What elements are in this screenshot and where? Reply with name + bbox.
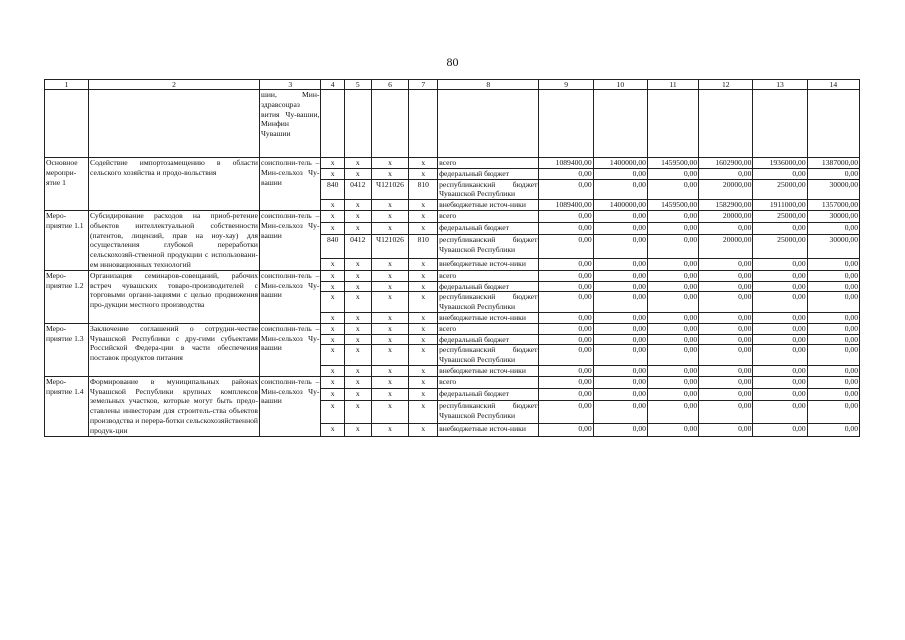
funding-source-cell: всего [438,158,539,169]
budget-code-cell: x [409,334,438,345]
header-row [45,80,860,90]
amount-cell: 1089400,00 [539,158,593,169]
amount-cell: 0,00 [753,323,807,334]
budget-code-cell: Ч121026 [371,179,409,200]
header-cell: 10 [593,80,647,90]
budget-code-cell: x [344,281,371,292]
amount-cell: 0,00 [753,365,807,376]
header-cell: 11 [647,80,698,90]
amount-cell: 0,00 [753,281,807,292]
budget-code-cell: x [371,388,409,400]
amount-cell: 0,00 [699,345,753,366]
budget-code-cell: x [409,401,438,424]
amount-cell: 0,00 [807,323,859,334]
budget-code-cell: x [344,323,371,334]
amount-cell: 1387000,00 [807,158,859,169]
amount-cell: 0,00 [699,270,753,281]
budget-code-cell: x [321,334,345,345]
header-cell: 8 [438,80,539,90]
amount-cell: 0,00 [753,223,807,235]
amount-cell: 1089400,00 [539,200,593,211]
amount-cell: 0,00 [807,292,859,313]
table-row [45,376,860,388]
budget-code-cell: 0412 [344,235,371,258]
amount-cell: 0,00 [647,223,698,235]
executor-cell: соисполни-тель – Мин-сельхоз Чу-вашии [260,158,321,211]
activity-description-cell: Содействие импортозамещению в области сельского хозяйства и продо-вольствия [89,158,260,211]
amount-cell: 0,00 [593,401,647,424]
budget-code-cell: x [344,168,371,179]
amount-cell: 0,00 [647,168,698,179]
budget-code-cell: x [344,270,371,281]
amount-cell: 25000,00 [753,235,807,258]
budget-code-cell: x [321,223,345,235]
activity-description-cell: Формирование в муниципальных районах Чувашской Республики крупных комплексов земельных участков, которые могут быть предо-ставлены инвесторам для строитель-ства объектов производства и перера-ботки сельскохозяйственной продук-ции [90,376,258,435]
activity-description-cell: Субсидирование расходов на приоб-ретение объектов интеллектуальной собственности (патентов, лицензий, прав на ноу-хау) для осуществления глубокой переработки сельскохозяй-ственной продукции с использовани-ем инновационных технологий [90,210,258,269]
header-cell: 14 [807,80,859,90]
amount-cell: 0,00 [807,424,859,436]
budget-code-cell: x [409,345,438,366]
funding-source-cell: федеральный бюджет [438,168,539,179]
amount-cell: 0,00 [647,424,698,436]
budget-code-cell: x [321,210,345,222]
budget-code-cell: x [371,345,409,366]
amount-cell: 0,00 [593,235,647,258]
amount-cell: 0,00 [807,168,859,179]
budget-code-cell: 810 [409,235,438,258]
amount-cell: 0,00 [593,223,647,235]
budget-code-cell: x [344,210,371,222]
budget-code-cell: x [409,281,438,292]
amount-cell: 0,00 [647,365,698,376]
budget-code-cell: Ч121026 [371,235,409,258]
budget-code-cell: x [409,365,438,376]
budget-code-cell: x [371,365,409,376]
funding-table [44,79,860,437]
amount-cell: 0,00 [699,312,753,323]
amount-cell: 0,00 [753,270,807,281]
funding-source-cell: всего [438,210,539,222]
budget-code-cell: x [409,312,438,323]
funding-source-cell: республиканский бюджет Чувашской Республики [439,292,538,312]
activity-name-cell: Меро-приятие 1.2 [45,270,89,323]
amount-cell: 0,00 [699,376,753,388]
budget-code-cell: x [344,345,371,366]
funding-source-cell: всего [438,376,539,388]
amount-cell: 20000,00 [699,179,753,200]
funding-source-cell: внебюджетные источ-ники [438,258,539,270]
budget-code-cell: x [371,281,409,292]
budget-code-cell: x [409,292,438,313]
amount-cell: 1400000,00 [593,158,647,169]
funding-source-cell: федеральный бюджет [438,281,539,292]
amount-cell: 0,00 [647,345,698,366]
amount-cell: 0,00 [593,210,647,222]
budget-code-cell: x [321,388,345,400]
budget-code-cell: x [321,168,345,179]
budget-code-cell: x [344,388,371,400]
amount-cell: 0,00 [699,281,753,292]
budget-code-cell: x [344,424,371,436]
executor-cell: соисполни-тель – Мин-сельхоз Чу-вашии [260,323,321,376]
table-row [45,270,860,281]
header-cell: 5 [344,80,371,90]
budget-code-cell: x [409,210,438,222]
amount-cell: 0,00 [647,334,698,345]
budget-code-cell: x [344,158,371,169]
budget-code-cell: x [321,424,345,436]
amount-cell: 1582900,00 [699,200,753,211]
funding-source-cell: республиканский бюджет Чувашской Республики [439,345,538,365]
amount-cell: 30000,00 [807,210,859,222]
budget-code-cell: x [344,292,371,313]
budget-code-cell: x [371,292,409,313]
amount-cell: 0,00 [539,168,593,179]
funding-source-cell: республиканский бюджет Чувашской Республики [439,179,538,199]
page-number: 80 [446,55,459,69]
amount-cell: 0,00 [539,235,593,258]
amount-cell: 0,00 [699,168,753,179]
amount-cell: 0,00 [647,401,698,424]
amount-cell: 0,00 [593,292,647,313]
amount-cell: 0,00 [539,312,593,323]
amount-cell: 0,00 [539,334,593,345]
amount-cell: 0,00 [807,270,859,281]
amount-cell: 0,00 [539,270,593,281]
budget-code-cell: x [409,200,438,211]
amount-cell: 0,00 [753,345,807,366]
budget-code-cell: x [321,258,345,270]
header-cell: 3 [260,80,321,90]
budget-code-cell: x [321,158,345,169]
amount-cell: 0,00 [807,334,859,345]
budget-code-cell: x [321,200,345,211]
amount-cell: 0,00 [753,292,807,313]
amount-cell: 0,00 [593,345,647,366]
amount-cell: 0,00 [539,401,593,424]
budget-code-cell: x [371,158,409,169]
amount-cell: 0,00 [647,323,698,334]
amount-cell: 0,00 [807,365,859,376]
activity-description-cell: Заключение соглашений о сотрудни-честве Чувашской Республики с дру-гими субъектами Российской Федера-ции в части обеспечения поставок продуктов питания [89,323,260,376]
amount-cell: 0,00 [699,292,753,313]
amount-cell: 0,00 [807,281,859,292]
amount-cell: 0,00 [593,270,647,281]
amount-cell: 0,00 [593,281,647,292]
budget-code-cell: x [371,223,409,235]
amount-cell: 1357000,00 [807,200,859,211]
budget-code-cell: x [344,334,371,345]
amount-cell: 25000,00 [753,179,807,200]
amount-cell: 0,00 [539,376,593,388]
amount-cell: 0,00 [539,179,593,200]
amount-cell: 0,00 [593,179,647,200]
amount-cell: 0,00 [699,223,753,235]
budget-code-cell: x [409,323,438,334]
budget-code-cell: x [371,424,409,436]
budget-code-cell: x [344,200,371,211]
amount-cell: 0,00 [699,388,753,400]
amount-cell: 0,00 [753,334,807,345]
funding-source-cell: всего [438,323,539,334]
budget-code-cell: x [409,223,438,235]
amount-cell: 0,00 [593,388,647,400]
budget-code-cell: x [409,424,438,436]
budget-code-cell: x [344,401,371,424]
amount-cell: 0,00 [807,312,859,323]
amount-cell: 0,00 [647,270,698,281]
amount-cell: 0,00 [539,323,593,334]
amount-cell: 0,00 [647,292,698,313]
activity-name-cell: Меро-приятие 1.4 [45,376,89,436]
budget-code-cell: x [409,270,438,281]
funding-source-cell: республиканский бюджет Чувашской Республики [438,235,539,258]
header-cell: 12 [699,80,753,90]
amount-cell: 0,00 [647,312,698,323]
amount-cell: 0,00 [807,345,859,366]
budget-code-cell: x [344,376,371,388]
amount-cell: 1400000,00 [593,200,647,211]
budget-code-cell: x [321,270,345,281]
funding-source-cell: всего [438,270,539,281]
budget-code-cell: x [344,223,371,235]
budget-code-cell: 840 [321,179,345,200]
executor-cell: соисполни-тель – Мин-сельхоз Чу-вашии [260,376,321,436]
budget-code-cell: x [344,365,371,376]
budget-code-cell: x [321,376,345,388]
budget-code-cell: x [409,158,438,169]
header-cell: 2 [89,80,260,90]
amount-cell: 0,00 [539,365,593,376]
amount-cell: 0,00 [753,312,807,323]
header-cell: 7 [409,80,438,90]
amount-cell: 0,00 [539,424,593,436]
amount-cell: 0,00 [699,258,753,270]
amount-cell: 0,00 [807,258,859,270]
funding-source-cell: республиканский бюджет Чувашской Республики [438,401,539,424]
executor-cell: соисполни-тель – Мин-сельхоз Чу-вашии [260,270,321,323]
amount-cell: 0,00 [647,388,698,400]
amount-cell: 0,00 [593,312,647,323]
budget-code-cell: 840 [321,235,345,258]
amount-cell: 1459500,00 [647,158,698,169]
funding-source-cell: внебюджетные источ-ники [438,365,539,376]
amount-cell: 0,00 [807,376,859,388]
amount-cell: 0,00 [753,376,807,388]
amount-cell: 0,00 [647,258,698,270]
amount-cell: 20000,00 [699,210,753,222]
funding-source-cell: внебюджетные источ-ники [438,200,539,211]
budget-code-cell: x [371,270,409,281]
table-row [45,210,860,222]
amount-cell: 0,00 [807,388,859,400]
budget-code-cell: x [409,258,438,270]
amount-cell: 0,00 [753,258,807,270]
amount-cell: 0,00 [807,401,859,424]
amount-cell: 0,00 [593,258,647,270]
amount-cell: 0,00 [753,388,807,400]
amount-cell: 0,00 [539,281,593,292]
funding-source-cell: федеральный бюджет [438,223,539,235]
amount-cell: 0,00 [699,334,753,345]
amount-cell: 0,00 [699,323,753,334]
budget-code-cell: 810 [409,179,438,200]
budget-code-cell: x [409,168,438,179]
header-cell: 6 [371,80,409,90]
table-row [45,158,860,169]
budget-code-cell: x [409,388,438,400]
amount-cell: 0,00 [699,424,753,436]
amount-cell: 0,00 [593,334,647,345]
budget-code-cell: x [321,365,345,376]
budget-code-cell: x [321,323,345,334]
amount-cell: 0,00 [539,223,593,235]
budget-code-cell: x [344,312,371,323]
amount-cell: 0,00 [753,168,807,179]
budget-code-cell: x [371,401,409,424]
amount-cell: 0,00 [593,323,647,334]
amount-cell: 0,00 [647,376,698,388]
amount-cell: 30000,00 [807,179,859,200]
budget-code-cell: x [344,258,371,270]
amount-cell: 0,00 [539,258,593,270]
budget-code-cell: x [321,281,345,292]
amount-cell: 0,00 [539,210,593,222]
activity-name-cell: Меро-приятие 1.3 [45,323,89,376]
amount-cell: 0,00 [699,365,753,376]
amount-cell: 30000,00 [807,235,859,258]
amount-cell: 0,00 [647,281,698,292]
budget-code-cell: x [321,292,345,313]
budget-code-cell: x [371,200,409,211]
header-cell: 4 [321,80,345,90]
budget-code-cell: x [371,334,409,345]
budget-code-cell: x [371,323,409,334]
funding-source-cell: внебюджетные источ-ники [438,312,539,323]
executor-cell: шии, Мин-здравсоцраз вития Чу-вашии, Минфин Чувашии [260,90,321,158]
budget-code-cell: x [321,312,345,323]
amount-cell: 0,00 [539,292,593,313]
table-row [45,323,860,334]
amount-cell: 0,00 [593,376,647,388]
amount-cell: 0,00 [647,210,698,222]
budget-code-cell: x [371,376,409,388]
amount-cell: 0,00 [593,168,647,179]
budget-code-cell: x [371,312,409,323]
budget-code-cell: x [371,168,409,179]
amount-cell: 1936000,00 [753,158,807,169]
amount-cell: 1459500,00 [647,200,698,211]
budget-code-cell: 0412 [344,179,371,200]
amount-cell: 0,00 [539,388,593,400]
executor-cell: соисполни-тель – Мин-сельхоз Чу-вашии [260,210,321,270]
budget-code-cell: x [321,345,345,366]
amount-cell: 0,00 [647,179,698,200]
budget-code-cell: x [371,258,409,270]
amount-cell: 1602900,00 [699,158,753,169]
header-cell: 9 [539,80,593,90]
amount-cell: 0,00 [753,424,807,436]
amount-cell: 0,00 [753,401,807,424]
activity-description-cell: Организация семинаров-совещаний, рабочих встреч чувашских товаро-производителей с торговыми органи-зациями с целью продвижения про-дукции местного производства [89,270,260,323]
header-cell: 1 [45,80,89,90]
continuation-row [45,90,860,158]
funding-source-cell: федеральный бюджет [438,388,539,400]
activity-name-cell: Меро-приятие 1.1 [45,210,89,270]
amount-cell: 1911000,00 [753,200,807,211]
amount-cell: 20000,00 [699,235,753,258]
funding-source-cell: внебюджетные источ-ники [438,424,539,436]
budget-code-cell: x [409,376,438,388]
budget-code-cell: x [321,401,345,424]
funding-source-cell: федеральный бюджет [438,334,539,345]
header-cell: 13 [753,80,807,90]
amount-cell: 0,00 [807,223,859,235]
amount-cell: 0,00 [593,424,647,436]
budget-code-cell: x [371,210,409,222]
amount-cell: 0,00 [647,235,698,258]
activity-name-cell: Основное меропри-ятие 1 [45,158,89,211]
amount-cell: 0,00 [539,345,593,366]
amount-cell: 0,00 [593,365,647,376]
amount-cell: 25000,00 [753,210,807,222]
amount-cell: 0,00 [699,401,753,424]
